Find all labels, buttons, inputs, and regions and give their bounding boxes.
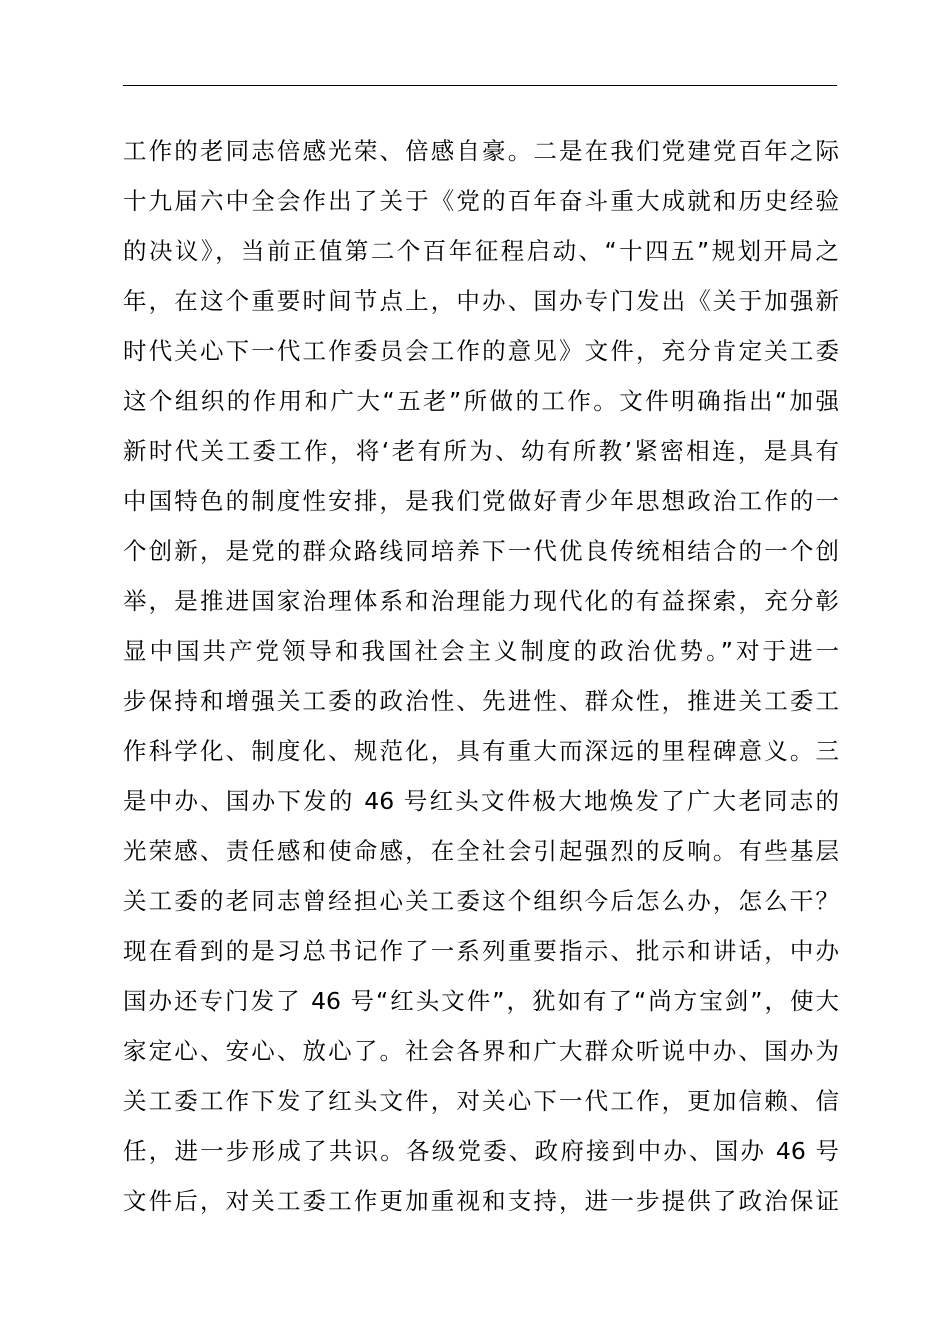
text-line: 十九届六中全会作出了关于《党的百年奋斗重大成就和历史经验	[123, 187, 839, 215]
text-line: 现在看到的是习总书记作了一系列重要指示、批示和讲话，中办	[123, 937, 839, 965]
text-line: 年，在这个重要时间节点上，中办、国办专门发出《关于加强新	[123, 287, 839, 315]
text-line: 中国特色的制度性安排，是我们党做好青少年思想政治工作的一	[123, 487, 839, 515]
text-line: 新时代关工委工作，将‘老有所为、幼有所教’紧密相连，是具有	[123, 437, 839, 465]
header-rule	[123, 85, 837, 86]
text-line: 这个组织的作用和广大“五老”所做的工作。文件明确指出“加强	[123, 387, 839, 415]
body-paragraph	[123, 126, 839, 1226]
text-line: 的决议》，当前正值第二个百年征程启动、“十四五”规划开局之	[123, 237, 839, 265]
text-line: 步保持和增强关工委的政治性、先进性、群众性，推进关工委工	[123, 687, 839, 715]
text-line: 文件后，对关工委工作更加重视和支持，进一步提供了政治保证	[123, 1187, 839, 1215]
text-line: 举，是推进国家治理体系和治理能力现代化的有益探索，充分彰	[123, 587, 839, 615]
text-line: 个创新，是党的群众路线同培养下一代优良传统相结合的一个创	[123, 537, 839, 565]
text-line: 光荣感、责任感和使命感，在全社会引起强烈的反响。有些基层	[123, 837, 839, 865]
text-line: 关工委的老同志曾经担心关工委这个组织今后怎么办，怎么干？	[123, 887, 839, 915]
text-line: 家定心、安心、放心了。社会各界和广大群众听说中办、国办为	[123, 1037, 839, 1065]
text-line: 显中国共产党领导和我国社会主义制度的政治优势。”对于进一	[123, 637, 839, 665]
text-line: 作科学化、制度化、规范化，具有重大而深远的里程碑意义。三	[123, 737, 839, 765]
text-line: 国办还专门发了 46 号“红头文件”，犹如有了“尚方宝剑”，使大	[123, 987, 839, 1015]
text-line: 任，进一步形成了共识。各级党委、政府接到中办、国办 46 号	[123, 1137, 839, 1165]
text-line: 关工委工作下发了红头文件，对关心下一代工作，更加信赖、信	[123, 1087, 839, 1115]
text-line: 工作的老同志倍感光荣、倍感自豪。二是在我们党建党百年之际	[123, 137, 839, 165]
text-line: 时代关心下一代工作委员会工作的意见》文件，充分肯定关工委	[123, 337, 839, 365]
text-line: 是中办、国办下发的 46 号红头文件极大地焕发了广大老同志的	[123, 787, 839, 815]
